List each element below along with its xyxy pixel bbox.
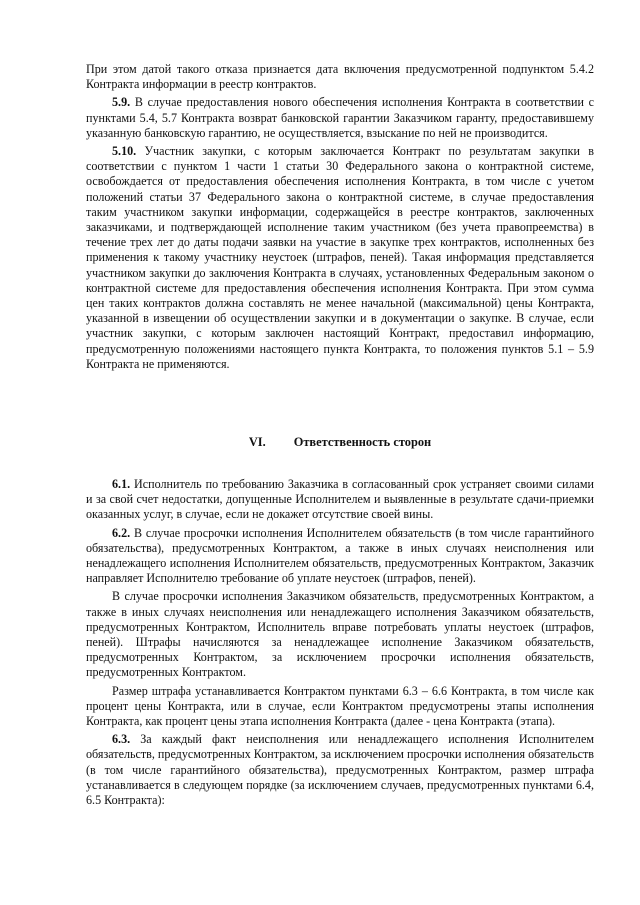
paragraph-5-10 (86, 144, 594, 372)
clause-number: 6.3. (112, 732, 131, 747)
clause-text: Исполнитель по требованию Заказчика в согласованный срок устраняет своими силами и за свой счет недостатки, допущенные Исполнителем и выявленные в результате сдачи-приемки оказанных услуг, в случае, если не докажет отсутствие своей вины. (86, 477, 594, 522)
section-6-body (86, 477, 594, 808)
section-5-tail (86, 62, 594, 372)
paragraph-6-3 (86, 732, 594, 808)
clause-text: В случае просрочки исполнения Исполнителем обязательств (в том числе гарантийного обязательства), предусмотренных Контрактом, а также в иных случаях неисполнения или ненадлежащего исполнения Исполнителем обязательств, предусмотренных Контрактом, Заказчик направляет Исполнителю требование об уплате неустоек (штрафов, пеней). (86, 525, 594, 586)
paragraph-6-2 (86, 526, 594, 587)
clause-text: Участник закупки, с которым заключается Контракт по результатам закупки в соответствии с пунктом 1 части 1 статьи 30 Федерального закона о контрактной системе, освобождается от предоставления обеспечения исполнения Контракта, в том числе с учетом положений статьи 37 Федерального закона о контрактной системе, в случае предоставления таким участником закупки информации, содержащейся в реестре контрактов, заключенных заказчиками, и подтверждающей исполнение таким участником (без учета правопреемства) в течение трех лет до даты подачи заявки на участие в закупке трех контрактов, исполненных без применения к такому участнику неустоек (штрафов, пеней). Такая информация представляется участником закупки до заключения Контракта в случаях, установленных Федеральным законом о контрактной системе для предоставления обеспечения исполнения Контракта. При этом сумма цен таких контрактов должна составлять не менее начальной (максимальной) цены Контракта, указанной в извещении об осуществлении закупки и в документации о закупке. В случае, если участник закупки, с которым заключен настоящий Контракт, предоставил информацию, предусмотренную положениями настоящего пункта Контракта, то положения пунктов 5.1 – 5.9 Контракта не применяются. (86, 144, 594, 371)
clause-number: 6.2. (112, 525, 131, 540)
clause-number: 6.1. (112, 477, 131, 491)
paragraph-6-2-penalty-size: Размер штрафа устанавливается Контрактом пунктами 6.3 – 6.6 Контракта, в том числе как процент цены Контракта, или в случае, если Контрактом предусмотрены этапы исполнения Контракта, как процент цены этапа исполнения Контракта (далее - цена Контракта (этапа). (86, 683, 594, 729)
clause-number: 5.10. (112, 144, 137, 159)
clause-text: За каждый факт неисполнения или ненадлежащего исполнения Исполнителем обязательств, предусмотренных Контрактом, за исключением просрочки исполнения обязательств (в том числе гарантийного обязательства), предусмотренных Контрактом, размер штрафа устанавливается в следующем порядке (за исключением случаев, предусмотренных пунктами 6.4, 6.5 Контракта): (86, 732, 594, 808)
clause-number: 5.9. (112, 95, 131, 110)
paragraph-5-8-continuation: При этом датой такого отказа признается дата включения предусмотренной подпунктом 5.4.2 Контракта информации в реестр контрактов. (86, 62, 594, 92)
clause-text: В случае предоставления нового обеспечения исполнения Контракта в соответствии с пунктами 5.4, 5.7 Контракта возврат банковской гарантии Заказчиком гаранту, предоставившему указанную банковскую гарантию, не осуществляется, взыскание по ней не производится. (86, 95, 594, 140)
paragraph-5-9 (86, 95, 594, 141)
section-heading (86, 435, 594, 450)
section-title: Ответственность сторон (293, 435, 432, 449)
paragraph-6-1 (86, 477, 594, 523)
paragraph-6-2-customer-delay: В случае просрочки исполнения Заказчиком обязательств, предусмотренных Контрактом, а также в иных случаях неисполнения или ненадлежащего исполнения Заказчиком обязательств, предусмотренных Контрактом, Исполнитель вправе потребовать уплаты неустоек (штрафов, пеней). Штрафы начисляются за ненадлежащее исполнение Заказчиком обязательств, предусмотренных Контрактом, за исключением просрочки исполнения обязательств, предусмотренных Контрактом. (86, 589, 594, 680)
section-number: VI. (248, 435, 266, 449)
